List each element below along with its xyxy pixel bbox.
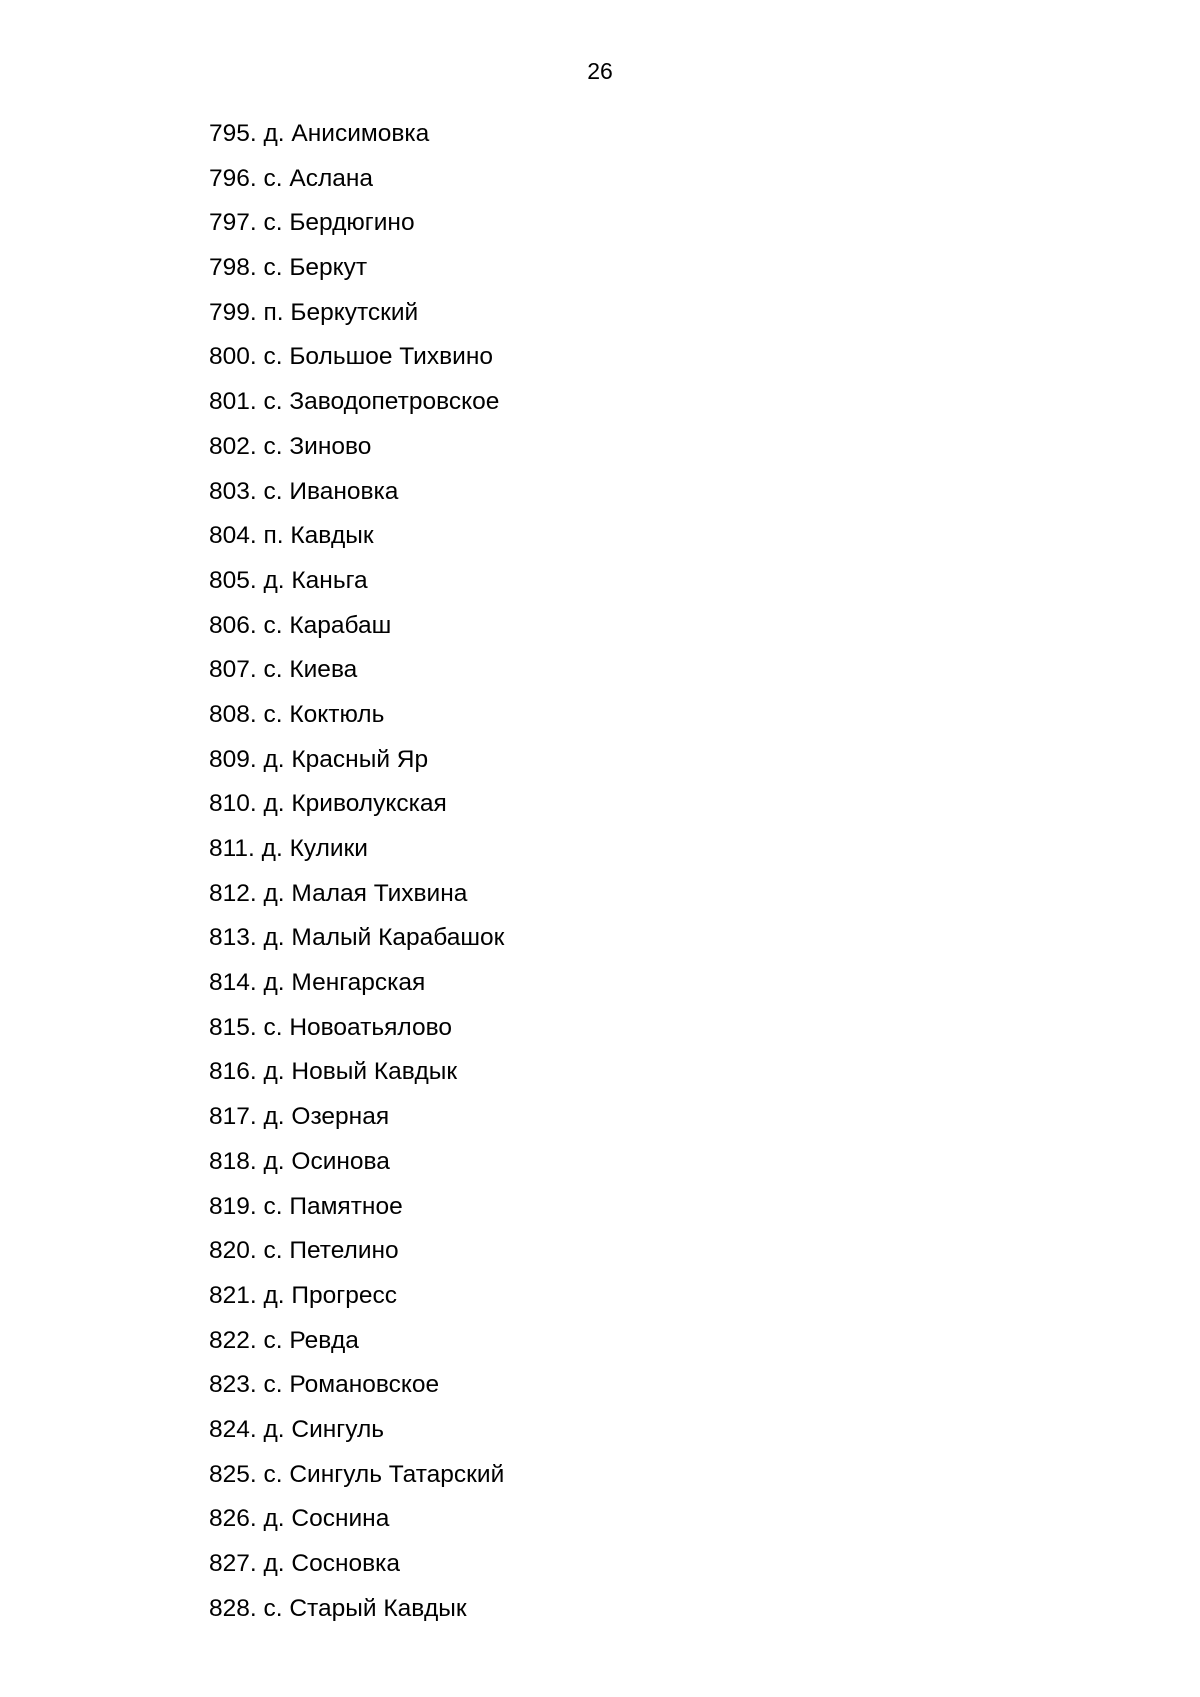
list-item: 812. д. Малая Тихвина <box>209 879 468 907</box>
list-item: 801. с. Заводопетровское <box>209 388 500 416</box>
list-item: 808. с. Коктюль <box>209 700 385 728</box>
list-item: 821. д. Прогресс <box>209 1281 397 1309</box>
list-item: 822. с. Ревда <box>209 1326 359 1354</box>
list-item: 800. с. Большое Тихвино <box>209 343 493 371</box>
settlement-list <box>209 112 504 1631</box>
list-item: 824. д. Сингуль <box>209 1415 385 1443</box>
list-item: 816. д. Новый Кавдык <box>209 1058 458 1086</box>
list-item: 818. д. Осинова <box>209 1147 390 1175</box>
list-item: 820. с. Петелино <box>209 1237 399 1265</box>
list-item: 795. д. Анисимовка <box>209 120 430 147</box>
list-item: 796. с. Аслана <box>209 164 374 192</box>
list-item: 805. д. Каньга <box>209 566 368 594</box>
list-item: 811. д. Кулики <box>209 835 368 862</box>
list-item: 825. с. Сингуль Татарский <box>209 1460 505 1488</box>
list-item: 806. с. Карабаш <box>209 611 392 639</box>
list-item: 797. с. Бердюгино <box>209 209 415 237</box>
list-item: 809. д. Красный Яр <box>209 745 429 773</box>
list-item: 827. д. Сосновка <box>209 1550 401 1577</box>
list-item: 826. д. Соснина <box>209 1505 390 1533</box>
list-item: 828. с. Старый Кавдык <box>209 1594 467 1622</box>
list-item: 814. д. Менгарская <box>209 969 426 997</box>
page-number: 26 <box>587 58 613 84</box>
list-item: 813. д. Малый Карабашок <box>209 924 505 952</box>
list-item: 804. п. Кавдык <box>209 522 374 550</box>
list-item: 807. с. Киева <box>209 656 358 684</box>
list-item: 799. п. Беркутский <box>209 298 419 326</box>
list-item: 810. д. Криволукская <box>209 790 447 818</box>
list-item: 823. с. Романовское <box>209 1371 440 1399</box>
list-item: 817. д. Озерная <box>209 1103 390 1131</box>
list-item: 815. с. Новоатьялово <box>209 1013 452 1041</box>
list-item: 798. с. Беркут <box>209 254 368 282</box>
list-item: 803. с. Ивановка <box>209 477 399 505</box>
list-item: 802. с. Зиново <box>209 432 372 460</box>
list-item: 819. с. Памятное <box>209 1192 403 1220</box>
